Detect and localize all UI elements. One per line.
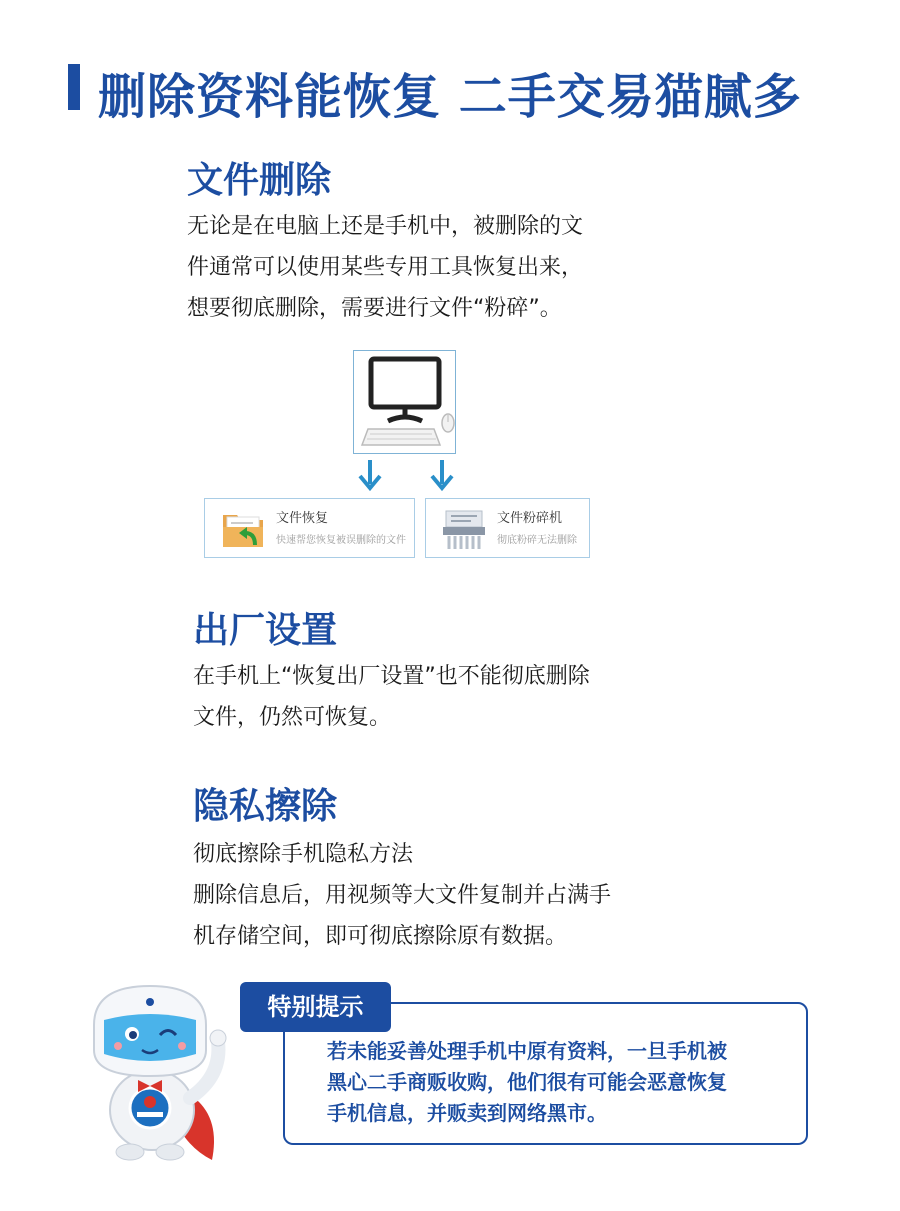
tip-text: [327, 1036, 727, 1129]
card-subtitle: 快速帮您恢复被误删除的文件: [276, 535, 406, 546]
card-title: 文件恢复: [276, 511, 329, 526]
text-line: 在手机上“恢复出厂设置”也不能彻底删除: [193, 664, 590, 689]
robot-mascot-icon: [82, 980, 232, 1165]
section-heading-privacy-wipe: 隐私擦除: [193, 786, 338, 827]
text-line: 机存储空间，即可彻底擦除原有数据。: [193, 924, 568, 949]
title-accent-bar: [68, 64, 80, 110]
section-text-file-delete: [187, 206, 583, 329]
computer-icon: [353, 350, 456, 454]
text-line: 件通常可以使用某些专用工具恢复出来，: [187, 255, 584, 280]
tip-line: 手机信息，并贩卖到网络黑市。: [327, 1101, 607, 1125]
section-heading-file-delete: 文件删除: [187, 160, 332, 201]
arrow-down-icon: [356, 458, 384, 492]
arrow-down-icon: [428, 458, 456, 492]
tip-line: 黑心二手商贩收购，他们很有可能会恶意恢复: [327, 1070, 727, 1094]
file-recover-card: [204, 498, 415, 558]
tip-label: 特别提示: [240, 982, 391, 1032]
file-shredder-card: [425, 498, 590, 558]
page-title: 删除资料能恢复 二手交易猫腻多: [98, 69, 802, 125]
card-subtitle: 彻底粉碎无法删除: [497, 535, 577, 546]
section-text-factory-reset: [193, 656, 590, 738]
text-line: 彻底擦除手机隐私方法: [193, 842, 414, 867]
folder-restore-icon: [219, 505, 267, 553]
shredder-icon: [440, 505, 488, 553]
card-title: 文件粉碎机: [497, 511, 563, 526]
text-line: 无论是在电脑上还是手机中，被删除的文: [187, 214, 584, 239]
text-line: 文件，仍然可恢复。: [193, 705, 392, 730]
section-text-privacy-wipe: [193, 834, 611, 957]
text-line: 想要彻底删除，需要进行文件“粉碎”。: [187, 296, 562, 321]
text-line: 删除信息后，用视频等大文件复制并占满手: [193, 883, 612, 908]
section-heading-factory-reset: 出厂设置: [193, 610, 338, 651]
tip-line: 若未能妥善处理手机中原有资料，一旦手机被: [327, 1039, 727, 1063]
